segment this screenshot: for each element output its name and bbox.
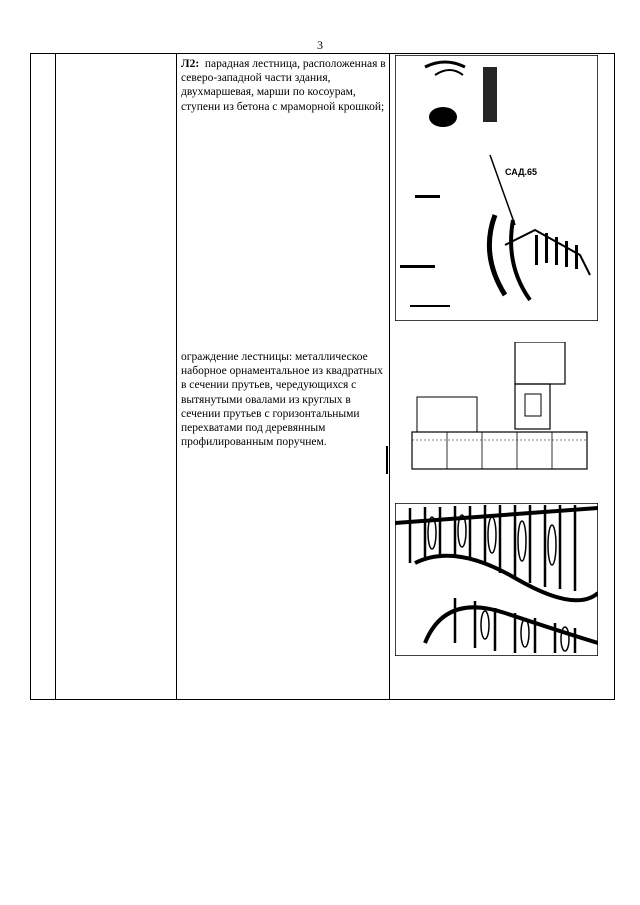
staircase-description [181, 57, 389, 114]
railing-description: ограждение лестницы: металлическое наборное орнаментальное из квадратных в сечении прутьев, чередующихся с вытянутыми овалами из круглых в сечении прутьев с горизонтальными перехватами под деревянным профилированным поручнем. [181, 351, 383, 449]
table-cell [56, 54, 177, 700]
table-cell [31, 54, 56, 700]
stairwell-photo [395, 55, 598, 321]
element-code: Л2: [181, 58, 200, 70]
page-number: 3 [317, 38, 323, 52]
floor-plan-drawing [407, 342, 593, 472]
railing-photo [395, 503, 598, 656]
margin-mark [386, 446, 388, 474]
description-text: парадная лестница, расположенная в северо-западной части здания, двухмаршевая, марши по косоурам, ступени из бетона с мраморной крошкой; [181, 58, 386, 113]
sign-text: САД.65 [505, 167, 538, 177]
